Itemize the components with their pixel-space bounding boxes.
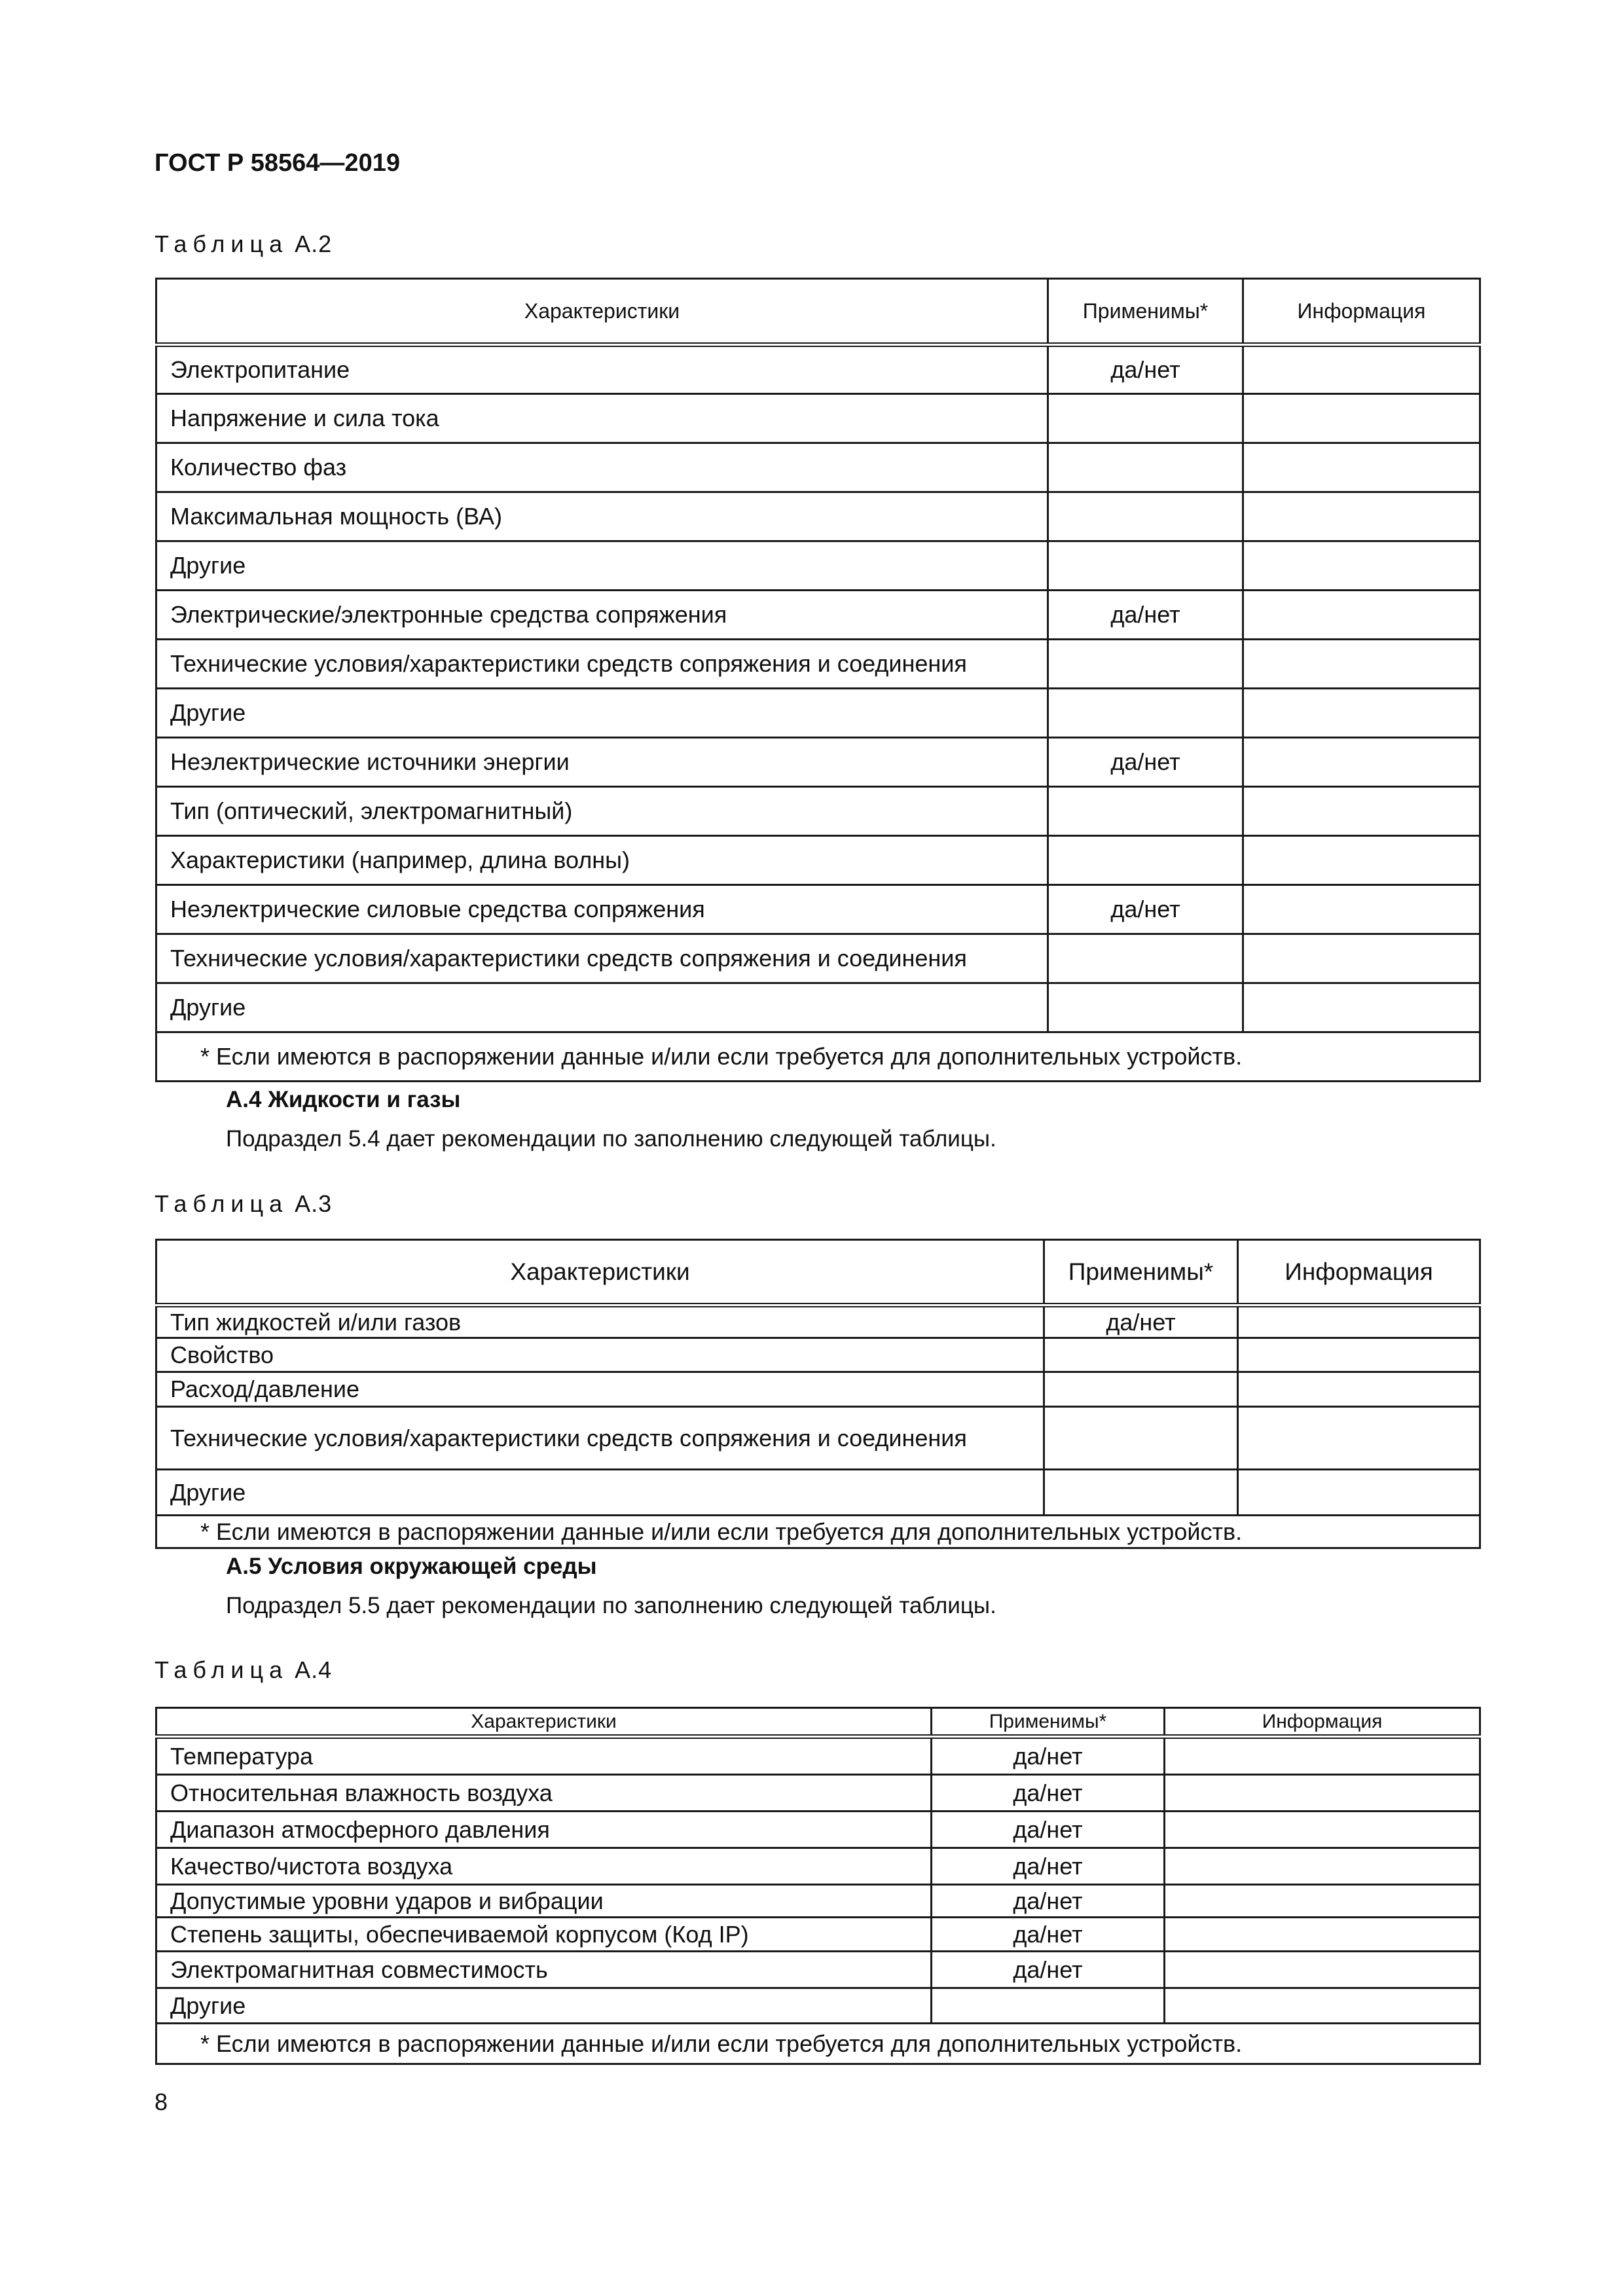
table-cell xyxy=(1048,787,1243,836)
table-a2-caption-word: Таблица xyxy=(155,230,289,257)
table-cell xyxy=(1243,541,1480,591)
table-cell xyxy=(1165,1812,1480,1848)
table-cell: Количество фаз xyxy=(156,443,1048,492)
table-cell: Относительная влажность воздуха xyxy=(156,1775,932,1812)
table-cell xyxy=(1048,492,1243,541)
table-cell: Технические условия/характеристики средств сопряжения и соединения xyxy=(156,640,1048,689)
table-cell: да/нет xyxy=(1048,885,1243,934)
table-cell: да/нет xyxy=(1048,738,1243,787)
table-a2-col-applicable: Применимы* xyxy=(1048,279,1243,345)
table-row xyxy=(156,394,1480,443)
table-a3-footnote-row xyxy=(156,1516,1480,1548)
table-a3 xyxy=(155,1239,1481,1549)
table-cell: Технические условия/характеристики средств сопряжения и соединения xyxy=(156,1407,1044,1470)
table-cell: да/нет xyxy=(932,1812,1165,1848)
table-cell: Качество/чистота воздуха xyxy=(156,1848,932,1885)
table-cell: Другие xyxy=(156,983,1048,1032)
table-cell: Допустимые уровни ударов и вибрации xyxy=(156,1885,932,1918)
table-cell: Другие xyxy=(156,1470,1044,1516)
table-cell xyxy=(1243,983,1480,1032)
table-row xyxy=(156,1338,1480,1372)
table-a3-footnote: * Если имеются в распоряжении данные и/или если требуется для дополнительных устройств. xyxy=(156,1516,1480,1548)
table-row xyxy=(156,1812,1480,1848)
table-cell xyxy=(1048,983,1243,1032)
table-cell xyxy=(1048,934,1243,983)
table-cell xyxy=(1165,1952,1480,1988)
table-a2-col-characteristics: Характеристики xyxy=(156,279,1048,345)
table-cell xyxy=(932,1988,1165,2024)
table-cell: да/нет xyxy=(932,1885,1165,1918)
table-cell xyxy=(1044,1372,1238,1407)
table-cell: Тип жидкостей и/или газов xyxy=(156,1305,1044,1338)
table-cell xyxy=(1243,394,1480,443)
table-a2 xyxy=(155,278,1481,1082)
table-a4 xyxy=(155,1707,1481,2065)
table-a4-col-information: Информация xyxy=(1165,1708,1480,1737)
table-row xyxy=(156,738,1480,787)
table-cell xyxy=(1243,345,1480,394)
table-cell xyxy=(1165,1737,1480,1775)
table-row xyxy=(156,443,1480,492)
table-a3-caption-number: А.3 xyxy=(295,1190,333,1217)
table-cell: да/нет xyxy=(932,1918,1165,1952)
table-a3-col-information: Информация xyxy=(1238,1240,1480,1305)
table-a4-col-applicable: Применимы* xyxy=(932,1708,1165,1737)
table-cell: Другие xyxy=(156,689,1048,738)
table-cell xyxy=(1243,787,1480,836)
table-cell xyxy=(1048,394,1243,443)
table-row xyxy=(156,1988,1480,2024)
section-a5-title: А.5 Условия окружающей среды xyxy=(226,1554,597,1579)
table-cell: да/нет xyxy=(1048,591,1243,640)
table-cell xyxy=(1165,1885,1480,1918)
page-number: 8 xyxy=(155,2088,168,2115)
table-cell xyxy=(1243,836,1480,885)
table-cell xyxy=(1044,1470,1238,1516)
table-cell: Температура xyxy=(156,1737,932,1775)
table-a2-header-row xyxy=(156,279,1480,345)
table-a4-footnote: * Если имеются в распоряжении данные и/или если требуется для дополнительных устройств. xyxy=(156,2024,1480,2064)
table-row xyxy=(156,591,1480,640)
table-a2-caption xyxy=(155,230,332,258)
table-cell: Свойство xyxy=(156,1338,1044,1372)
table-cell: Степень защиты, обеспечиваемой корпусом (Код IP) xyxy=(156,1918,932,1952)
table-cell: Другие xyxy=(156,541,1048,591)
table-cell xyxy=(1048,640,1243,689)
table-row xyxy=(156,345,1480,394)
table-cell: Диапазон атмосферного давления xyxy=(156,1812,932,1848)
table-cell xyxy=(1165,1775,1480,1812)
table-cell: Неэлектрические силовые средства сопряжения xyxy=(156,885,1048,934)
table-cell xyxy=(1048,836,1243,885)
table-a4-col-characteristics: Характеристики xyxy=(156,1708,932,1737)
table-row xyxy=(156,1470,1480,1516)
table-cell xyxy=(1048,689,1243,738)
table-row xyxy=(156,689,1480,738)
table-a4-caption-number: А.4 xyxy=(295,1656,333,1683)
table-row xyxy=(156,1775,1480,1812)
table-cell xyxy=(1165,1848,1480,1885)
table-cell xyxy=(1048,541,1243,591)
table-cell: Неэлектрические источники энергии xyxy=(156,738,1048,787)
table-cell: да/нет xyxy=(1044,1305,1238,1338)
table-row xyxy=(156,1305,1480,1338)
table-row xyxy=(156,1952,1480,1988)
table-row xyxy=(156,1885,1480,1918)
table-a3-caption xyxy=(155,1190,332,1218)
table-cell xyxy=(1238,1305,1480,1338)
table-cell: да/нет xyxy=(932,1848,1165,1885)
table-cell xyxy=(1238,1407,1480,1470)
table-cell: Тип (оптический, электромагнитный) xyxy=(156,787,1048,836)
table-cell: да/нет xyxy=(932,1737,1165,1775)
table-cell xyxy=(1243,738,1480,787)
table-a2-footnote-row xyxy=(156,1032,1480,1082)
table-cell: Электропитание xyxy=(156,345,1048,394)
section-a5-text: Подраздел 5.5 дает рекомендации по заполнению следующей таблицы. xyxy=(226,1593,996,1618)
table-cell: да/нет xyxy=(1048,345,1243,394)
table-a2-footnote: * Если имеются в распоряжении данные и/или если требуется для дополнительных устройств. xyxy=(156,1032,1480,1082)
table-row xyxy=(156,934,1480,983)
table-cell: Электромагнитная совместимость xyxy=(156,1952,932,1988)
table-cell: Технические условия/характеристики средств сопряжения и соединения xyxy=(156,934,1048,983)
table-cell xyxy=(1044,1407,1238,1470)
table-cell xyxy=(1238,1470,1480,1516)
table-cell xyxy=(1165,1918,1480,1952)
table-cell: Другие xyxy=(156,1988,932,2024)
table-cell: Расход/давление xyxy=(156,1372,1044,1407)
table-row xyxy=(156,1372,1480,1407)
table-cell xyxy=(1044,1338,1238,1372)
table-cell: Характеристики (например, длина волны) xyxy=(156,836,1048,885)
table-a2-col-information: Информация xyxy=(1243,279,1480,345)
table-cell xyxy=(1243,640,1480,689)
table-row xyxy=(156,787,1480,836)
table-cell xyxy=(1238,1338,1480,1372)
table-cell xyxy=(1048,443,1243,492)
table-row xyxy=(156,885,1480,934)
table-a3-col-applicable: Применимы* xyxy=(1044,1240,1238,1305)
table-cell: Электрические/электронные средства сопряжения xyxy=(156,591,1048,640)
table-cell xyxy=(1238,1372,1480,1407)
table-row xyxy=(156,640,1480,689)
table-cell xyxy=(1243,885,1480,934)
table-cell: Максимальная мощность (ВА) xyxy=(156,492,1048,541)
table-row xyxy=(156,836,1480,885)
table-cell xyxy=(1165,1988,1480,2024)
table-a3-col-characteristics: Характеристики xyxy=(156,1240,1044,1305)
section-a4-text: Подраздел 5.4 дает рекомендации по заполнению следующей таблицы. xyxy=(226,1126,996,1152)
table-row xyxy=(156,1407,1480,1470)
table-cell xyxy=(1243,492,1480,541)
table-row xyxy=(156,1848,1480,1885)
table-a4-caption-word: Таблица xyxy=(155,1656,289,1683)
section-a4-title: А.4 Жидкости и газы xyxy=(226,1087,461,1112)
table-cell xyxy=(1243,591,1480,640)
table-a4-footnote-row xyxy=(156,2024,1480,2064)
table-cell xyxy=(1243,689,1480,738)
table-cell: да/нет xyxy=(932,1775,1165,1812)
table-a3-header-row xyxy=(156,1240,1480,1305)
document-header: ГОСТ Р 58564—2019 xyxy=(155,149,400,177)
table-row xyxy=(156,492,1480,541)
table-cell: да/нет xyxy=(932,1952,1165,1988)
table-row xyxy=(156,1918,1480,1952)
table-row xyxy=(156,983,1480,1032)
table-cell: Напряжение и сила тока xyxy=(156,394,1048,443)
table-a4-caption xyxy=(155,1656,332,1684)
table-a4-header-row xyxy=(156,1708,1480,1737)
table-row xyxy=(156,541,1480,591)
table-a3-caption-word: Таблица xyxy=(155,1190,289,1217)
table-row xyxy=(156,1737,1480,1775)
table-a2-caption-number: А.2 xyxy=(295,230,333,257)
table-cell xyxy=(1243,934,1480,983)
table-cell xyxy=(1243,443,1480,492)
